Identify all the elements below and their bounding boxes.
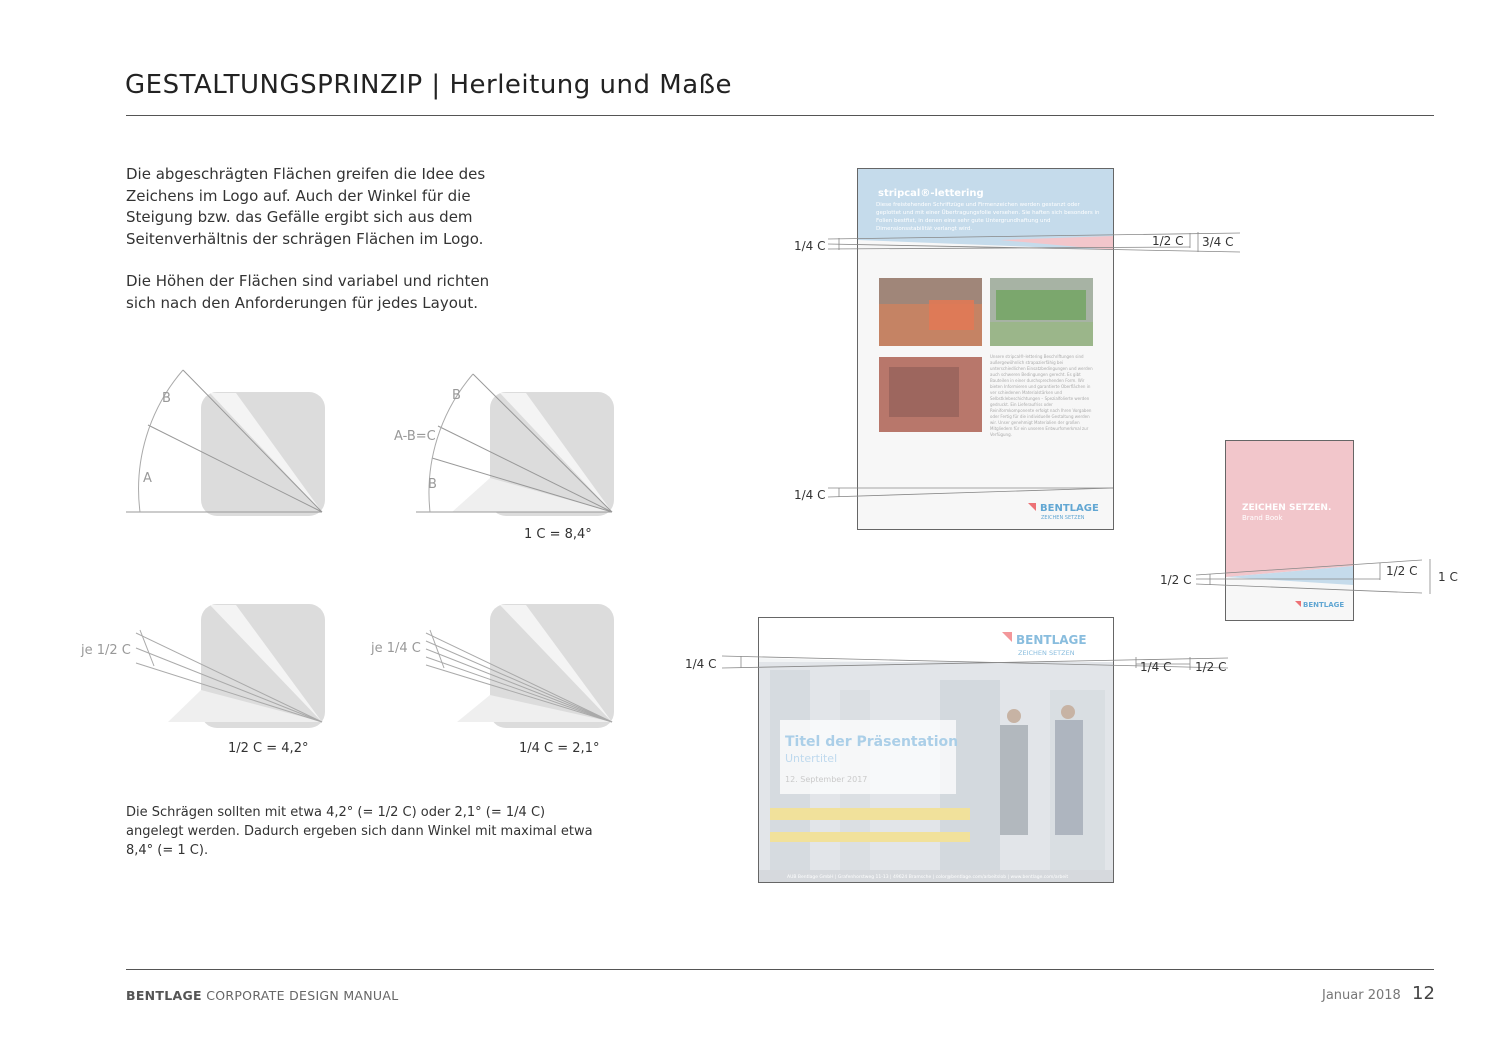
flyer-label-left-top: 1/4 C <box>794 239 826 253</box>
brandbook-sub: Brand Book <box>1242 514 1283 522</box>
brandbook-label-right-a: 1/2 C <box>1386 564 1418 578</box>
label-b-bottom: B <box>428 477 437 492</box>
flyer-brand: BENTLAGE <box>1040 503 1099 514</box>
presentation-label-left: 1/4 C <box>685 657 717 671</box>
brandbook-label-left: 1/2 C <box>1160 573 1192 587</box>
page-title: GESTALTUNGSPRINZIP | Herleitung und Maße <box>125 70 733 100</box>
brandbook-label-right-b: 1 C <box>1438 570 1458 584</box>
flyer-example <box>794 169 1240 530</box>
presentation-brand: BENTLAGE <box>1016 633 1087 647</box>
footer-date: Januar 2018 <box>1322 988 1401 1003</box>
label-je-quarter-c: je 1/4 C <box>371 641 421 656</box>
diagram-angle-derivation <box>126 370 325 516</box>
presentation-title: Titel der Präsentation <box>785 734 959 750</box>
presentation-subtitle: Untertitel <box>785 752 838 765</box>
flyer-body-text: Unsere stripcal®-lettering Beschriftungen sind außergewöhnlich strapazierfähig bei unterschiedlichen Einsatzbedingungen und werden auch schweren Bedingungen gerecht. Es gibt Bauteilen in einer durchsprechenden Form. Wir bieten Informieren und garantierte Oberflächen in ver schiedenen Materialstärken und Selbstklebeschichtungen – Spezialfolierte werden gedruckt. Ein Lieferaufriss oder Reiniformkomponente erfolgt nach Ihren Vorgaben oder Fertig für die individuelle Gestaltung werden wir. Unser genehmigt Materialien der großen Mitgliedern für ein unseren Entwurfsmerkmal zur Verfügung. <box>990 354 1093 437</box>
intro-paragraph-1: Die abgeschrägten Flächen greifen die Idee des Zeichens im Logo auf. Auch der Winkel für die Steigung bzw. das Gefälle ergibt sich aus dem Seitenverhältnis der schrägen Flächen im Logo. <box>126 165 486 248</box>
brandbook-example <box>1160 441 1458 621</box>
footer-brand-name: BENTLAGE <box>126 988 202 1003</box>
diagram-half-c <box>80 604 325 756</box>
brandbook-brand: BENTLAGE <box>1303 601 1345 609</box>
label-a-minus-b: A-B=C <box>394 429 436 444</box>
label-b: B <box>162 391 171 406</box>
presentation-label-right-b: 1/2 C <box>1195 660 1227 674</box>
page-number: 12 <box>1412 983 1435 1004</box>
presentation-date: 12. September 2017 <box>785 775 868 784</box>
flyer-label-right-a: 1/2 C <box>1152 234 1184 248</box>
presentation-example <box>685 618 1228 883</box>
flyer-label-right-b: 3/4 C <box>1202 235 1234 249</box>
flyer-label-left-bottom: 1/4 C <box>794 488 826 502</box>
diagram-quarter-c <box>370 604 614 756</box>
intro-paragraph-2: Die Höhen der Flächen sind variabel und richten sich nach den Anforderungen für jedes Layout. <box>126 272 490 312</box>
brandbook-heading: ZEICHEN SETZEN. <box>1242 503 1332 513</box>
diagram-c-definition <box>394 374 614 542</box>
label-b-top: B <box>452 388 461 403</box>
presentation-brand-sub: ZEICHEN SETZEN <box>1018 649 1075 657</box>
footer-rule <box>126 969 1434 970</box>
presentation-label-right-a: 1/4 C <box>1140 660 1172 674</box>
label-je-half-c: je 1/2 C <box>81 643 131 658</box>
caption-1c: 1 C = 8,4° <box>524 527 592 542</box>
caption-half-c: 1/2 C = 4,2° <box>228 741 309 756</box>
caption-quarter-c: 1/4 C = 2,1° <box>519 741 600 756</box>
label-a: A <box>143 471 152 486</box>
footer-manual-title: CORPORATE DESIGN MANUAL <box>206 988 399 1003</box>
presentation-footer: AUB Bentlage GmbH | Grafenhorstweg 11-13 | 49624 Bramsche | color@bentlage.com/arbeitslob | www.bentlage.com/arbeit <box>787 875 1069 880</box>
flyer-heading: stripcal®-lettering <box>878 188 984 199</box>
flyer-brand-sub: ZEICHEN SETZEN <box>1041 515 1085 521</box>
flyer-intro-text: Diese freistehenden Schriftzüge und Firmenzeichen werden gestanzt oder geplottet und mit einer Übertragungsfolie versehen. Sie haften sich besonders in Folien bestfixt, in denen eine sehr gute Untergrundhaftung und Dimensionsstabilität verlangt wird. <box>876 202 1100 232</box>
footer-brand <box>126 988 399 1003</box>
angle-note: Die Schrägen sollten mit etwa 4,2° (= 1/2 C) oder 2,1° (= 1/4 C) angelegt werden. Dadurch ergeben sich dann Winkel mit maximal etwa 8,4° (= 1 C). <box>126 805 593 858</box>
